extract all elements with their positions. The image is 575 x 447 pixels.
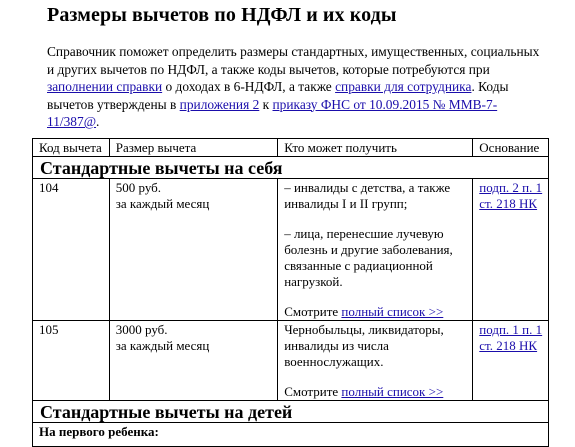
intro-text-2: о доходах в 6-НДФЛ, а также — [162, 79, 336, 94]
see-label: Смотрите — [284, 384, 342, 399]
see-label: Смотрите — [284, 304, 342, 319]
intro-text-5: . — [96, 114, 100, 129]
link-fill-certificate[interactable]: заполнении справки — [47, 79, 163, 94]
spacer — [284, 370, 472, 384]
table-row — [33, 179, 549, 321]
table-header-row — [33, 139, 549, 157]
see-full-list — [284, 384, 472, 400]
section-heading-children: Стандартные вычеты на детей — [33, 401, 549, 423]
intro-text-4: к — [259, 96, 273, 112]
amount-value: 3000 руб. — [115, 322, 168, 337]
code-cell: 104 — [33, 179, 110, 321]
spacer — [284, 212, 472, 226]
header-code: Код вычета — [33, 139, 110, 157]
header-amount: Размер вычета — [109, 139, 277, 157]
link-fns-order[interactable]: приказу ФНС от 10.09.2015 № ММВ-7-11/387@ — [47, 96, 498, 129]
table-row — [33, 321, 549, 401]
subheading-first-child: На первого ребенка: — [33, 423, 549, 447]
subheading-row — [33, 423, 549, 447]
basis-link[interactable]: подп. 2 п. 1 ст. 218 НК — [479, 180, 543, 211]
see-full-list — [284, 304, 472, 320]
who-cell — [278, 321, 473, 401]
who-item: Чернобыльцы, ликвидаторы, инвалиды из числа военнослужащих. — [284, 322, 444, 369]
who-item: – инвалиды с детства, а также инвалиды I и II групп; — [284, 180, 451, 211]
section-row-self — [33, 157, 549, 179]
intro-text-1: Справочник поможет определить размеры стандартных, имущественных, социальных и других вычетов по НДФЛ, а также коды вычетов, которые потребуются при — [47, 44, 540, 77]
header-basis: Основание — [473, 139, 549, 157]
section-heading-self: Стандартные вычеты на себя — [33, 157, 549, 179]
amount-period: за каждый месяц — [115, 338, 210, 353]
amount-period: за каждый месяц — [115, 196, 210, 211]
link-appendix-2[interactable]: приложения 2 — [179, 96, 260, 112]
page-title: Размеры вычетов по НДФЛ и их коды — [47, 4, 397, 26]
amount-cell — [109, 179, 277, 321]
intro-paragraph — [47, 43, 542, 131]
link-employee-certificate[interactable]: справки для сотрудника — [335, 79, 472, 94]
basis-cell — [473, 321, 549, 401]
section-row-children — [33, 401, 549, 423]
spacer — [284, 290, 472, 304]
amount-value: 500 руб. — [115, 180, 162, 195]
full-list-link[interactable]: полный список >> — [341, 384, 444, 399]
basis-cell — [473, 179, 549, 321]
who-cell — [278, 179, 473, 321]
intro-text-3: . Коды вычетов утверждены в — [47, 79, 509, 112]
amount-cell — [109, 321, 277, 401]
who-item: – лица, перенесшие лучевую болезнь и другие заболевания, связанные с радиационной нагрузкой. — [284, 226, 453, 289]
full-list-link[interactable]: полный список >> — [341, 304, 444, 319]
code-cell: 105 — [33, 321, 110, 401]
basis-link[interactable]: подп. 1 п. 1 ст. 218 НК — [479, 322, 543, 353]
header-who: Кто может получить — [278, 139, 473, 157]
deductions-table — [32, 138, 549, 447]
